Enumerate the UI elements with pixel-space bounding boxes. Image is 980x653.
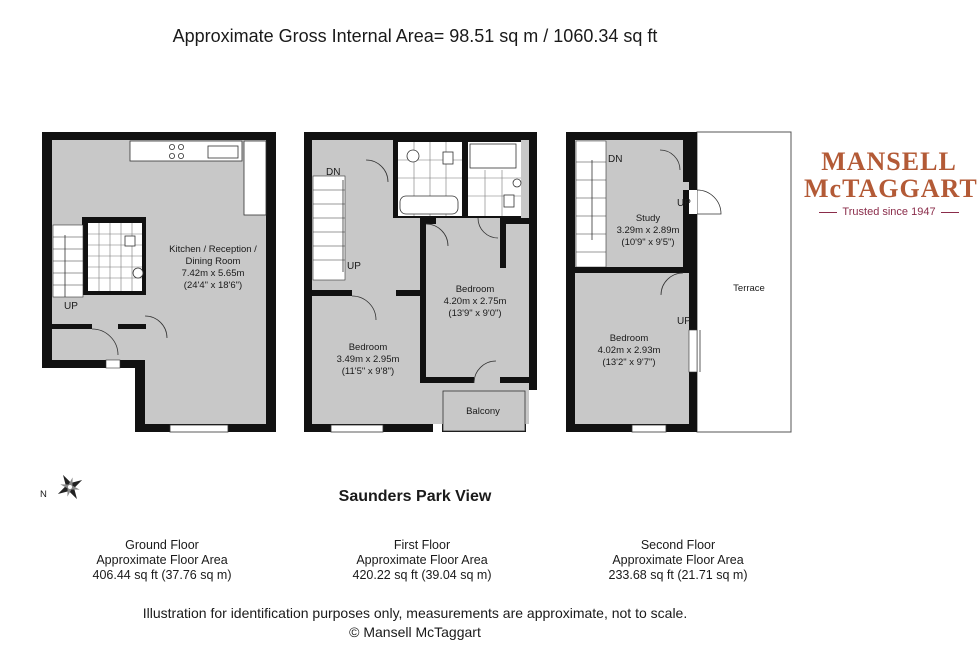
bedroom-3-name: Bedroom [609,333,649,344]
first-floor-summary [307,538,537,583]
floor-area-value: 233.68 sq ft (21.71 sq m) [608,568,748,582]
ground-floor-summary [47,538,277,583]
copyright: © Mansell McTaggart [349,624,481,640]
first-stairs-down-label: DN [326,167,341,178]
terrace [697,132,791,432]
brand-tagline-row [804,206,974,218]
first-stairs-up-label: UP [347,261,361,272]
kitchen-metric: 7.42m x 5.65m [181,268,245,279]
basin-icon [133,268,143,278]
tagline-rule [819,212,837,213]
brand-line-1: MANSELL [821,147,957,176]
second-floor-plan [566,132,791,432]
terrace-door-up-2: UP [677,316,691,327]
toilet-icon [125,236,135,246]
second-stairs-down-label: DN [608,154,623,165]
shower-tray-icon [470,144,516,168]
ground-stairs-up-label: UP [64,301,78,312]
window [170,425,228,432]
study-metric: 3.29m x 2.89m [616,225,680,236]
bath-icon [400,196,458,214]
bedroom-3-imperial: (13'2" x 9'7") [602,357,656,368]
brand-logo [804,147,978,218]
basin-icon [407,150,419,162]
study-imperial: (10'9" x 9'5") [621,237,675,248]
property-title: Saunders Park View [338,488,492,505]
floor-name: First Floor [393,538,451,552]
balcony-name: Balcony [466,406,500,417]
bedroom-2-imperial: (11'5" x 9'8") [341,366,395,377]
kitchen-imperial: (24'4" x 18'6") [183,280,243,291]
brand-tagline: Trusted since 1947 [842,206,936,218]
ground-floor-wc [88,223,142,291]
ground-floor-plan [42,132,276,432]
toilet-icon [504,195,514,207]
floor-area-value: 406.44 sq ft (37.76 sq m) [92,568,232,582]
disclaimer: Illustration for identification purposes only, measurements are approximate, not to scale. [142,605,688,621]
terrace-door-up-1: UP [677,198,691,209]
kitchen-name-2: Dining Room [185,256,241,267]
window [331,425,383,432]
second-floor-summary [563,538,793,583]
terrace-door-icon [689,330,697,372]
terrace-name: Terrace [733,283,765,294]
second-stairs [576,141,606,267]
floor-area-label: Approximate Floor Area [612,553,744,567]
bedroom-2-name: Bedroom [348,342,388,353]
study-name: Study [635,213,661,224]
tagline-rule [941,212,959,213]
floor-name: Ground Floor [125,538,199,552]
bedroom-2-metric: 3.49m x 2.95m [336,354,400,365]
kitchen-name: Kitchen / Reception / [169,244,257,255]
floor-area-value: 420.22 sq ft (39.04 sq m) [352,568,492,582]
first-floor-plan [304,132,537,432]
brand-line-2: McTAGGART [804,174,978,203]
footer [0,604,830,642]
floor-area-label: Approximate Floor Area [356,553,488,567]
first-stairs [313,176,345,280]
bedroom-1-imperial: (13'9" x 9'0") [448,308,502,319]
gross-internal-area: Approximate Gross Internal Area= 98.51 sq m / 1060.34 sq ft [172,26,658,46]
toilet-icon [443,152,453,164]
bedroom-3-metric: 4.02m x 2.93m [597,345,661,356]
compass-north-label: N [40,489,47,500]
bedroom-1-metric: 4.20m x 2.75m [443,296,507,307]
bedroom-1-name: Bedroom [455,284,495,295]
floor-area-label: Approximate Floor Area [96,553,228,567]
floor-name: Second Floor [640,538,716,552]
window [632,425,666,432]
